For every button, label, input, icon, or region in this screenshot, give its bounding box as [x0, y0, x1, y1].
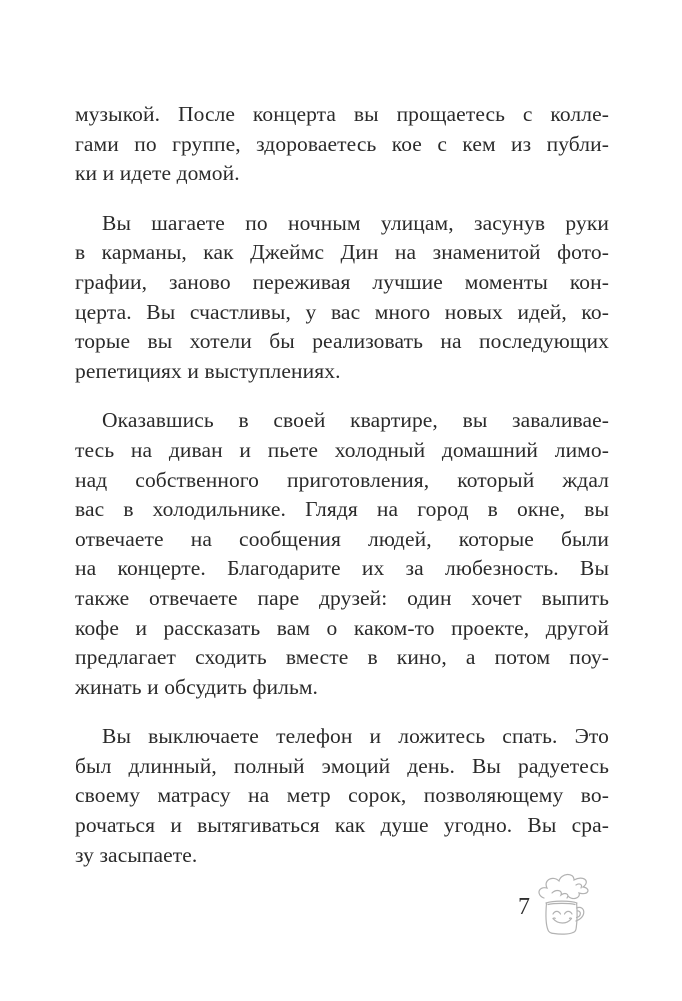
- text-line: также отвечаете паре друзей: один хочет выпить: [75, 585, 609, 610]
- smiling-mug-doodle-icon: [532, 871, 596, 937]
- page-footer: [518, 869, 608, 939]
- text-line: вас в холодильнике. Глядя на город в окне, вы: [75, 497, 609, 522]
- text-line: зу засыпаете.: [75, 842, 198, 867]
- text-line: кофе и рассказать вам о каком-то проекте, другой: [75, 615, 609, 640]
- text-line: гами по группе, здороваетесь кое с кем из публи-: [75, 131, 609, 156]
- paragraph: [75, 100, 609, 189]
- text-line: Вы шагаете по ночным улицам, засунув руки: [102, 210, 609, 235]
- text-line: музыкой. После концерта вы прощаетесь с колле-: [75, 102, 609, 126]
- text-line: тесь на диван и пьете холодный домашний лимо-: [75, 437, 609, 462]
- text-line: жинать и обсудить фильм.: [75, 674, 319, 699]
- paragraph: [75, 209, 609, 387]
- text-line: Оказавшись в своей квартире, вы заваливае-: [102, 408, 609, 433]
- text-line: на концерте. Благодарите их за любезность. Вы: [75, 556, 609, 581]
- text-line: ки и идете домой.: [75, 161, 240, 186]
- text-line: церта. Вы счастливы, у вас много новых идей, ко-: [75, 299, 609, 324]
- text-line: над собственного приготовления, который ждал: [75, 467, 609, 492]
- paragraph: [75, 722, 609, 870]
- page-text: [75, 100, 609, 870]
- text-line: торые вы хотели бы реализовать на последующих: [75, 329, 609, 354]
- text-line: был длинный, полный эмоций день. Вы радуетесь: [75, 753, 609, 778]
- text-line: в карманы, как Джеймс Дин на знаменитой фото-: [75, 240, 609, 265]
- text-line: графии, заново переживая лучшие моменты кон-: [75, 269, 609, 294]
- text-line: отвечаете на сообщения людей, которые были: [75, 526, 609, 551]
- paragraph: [75, 406, 609, 702]
- text-line: рочаться и вытягиваться как душе угодно. Вы сра-: [75, 813, 609, 838]
- text-line: репетициях и выступлениях.: [75, 358, 341, 383]
- page-number: 7: [518, 894, 530, 920]
- text-line: Вы выключаете телефон и ложитесь спать. Это: [102, 724, 609, 749]
- text-line: предлагает сходить вместе в кино, а потом поу-: [75, 645, 609, 670]
- text-line: своему матрасу на метр сорок, позволяющему во-: [75, 783, 609, 808]
